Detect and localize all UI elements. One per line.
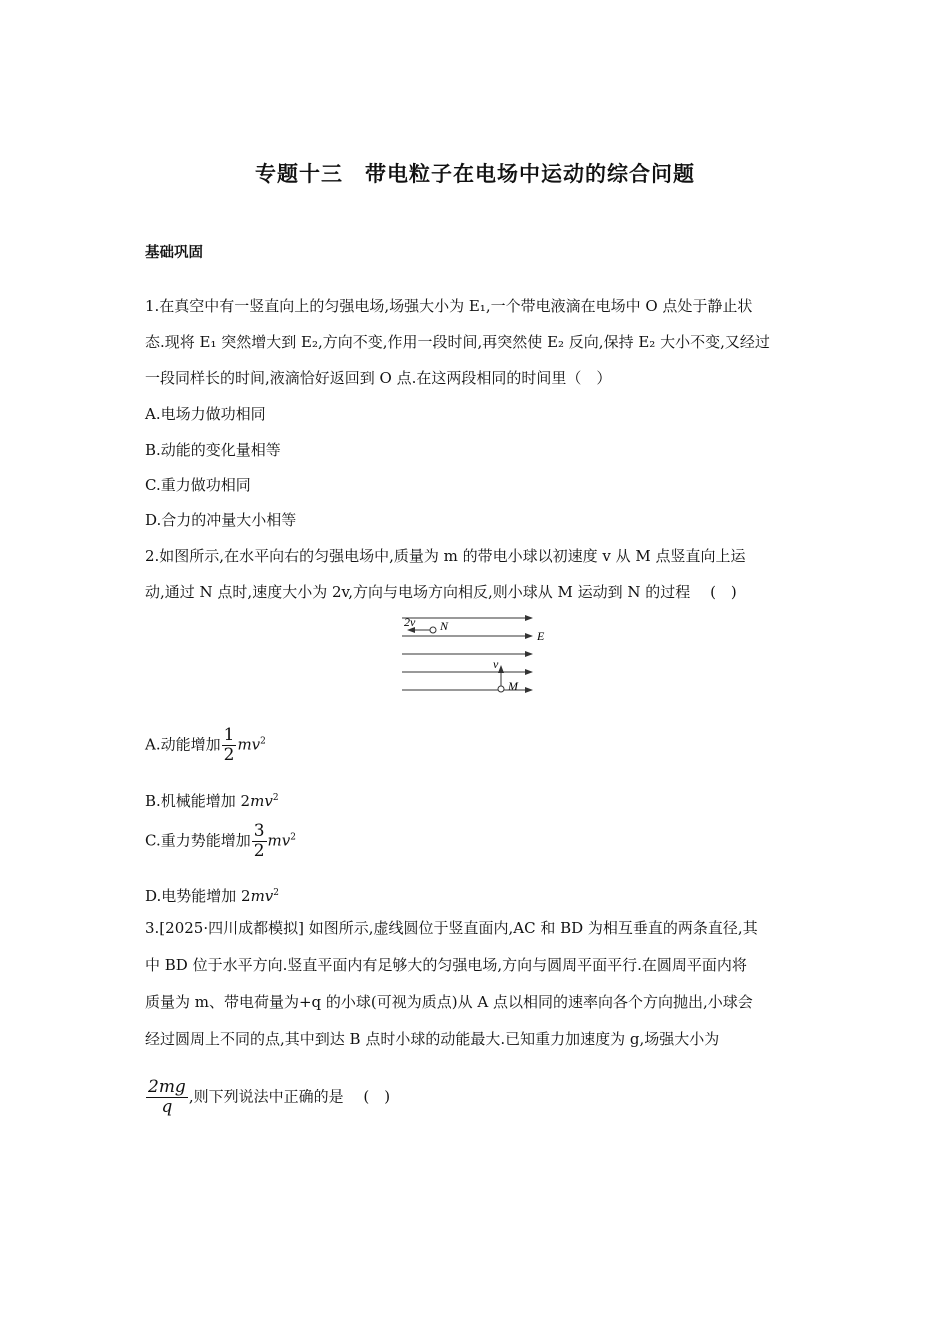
q2-option-c-prefix: C.重力势能增加: [145, 831, 251, 850]
q3-line-5: [145, 1078, 390, 1117]
fraction-numerator: 1: [223, 725, 235, 745]
label-2v: 2v: [404, 615, 416, 629]
fraction-numerator: 2mg: [148, 1077, 186, 1097]
q2-option-d-mv: mv: [250, 887, 274, 905]
point-n-marker: [430, 627, 436, 633]
fraction-three-halves: [252, 822, 267, 861]
q2-option-a: [145, 726, 266, 765]
section-heading: 基础巩固: [145, 245, 203, 261]
fraction-denominator: 2: [253, 841, 265, 861]
q1-option-c: C.重力做功相同: [145, 476, 251, 494]
square-exponent: 2: [273, 888, 280, 898]
q2-line-2: 动,通过 N 点时,速度大小为 2v,方向与电场方向相反,则小球从 M 运动到 N 的过程 ( ): [145, 583, 737, 601]
label-m: M: [508, 679, 518, 693]
q2-line-1: 2.如图所示,在水平向右的匀强电场中,质量为 m 的带电小球以初速度 v 从 M 点竖直向上运: [145, 547, 746, 565]
page-title: 专题十三 带电粒子在电场中运动的综合问题: [255, 162, 695, 186]
q3-line-2: 中 BD 位于水平方向.竖直平面内有足够大的匀强电场,方向与圆周平面平行.在圆周平面内将: [145, 956, 747, 974]
fraction-denominator: q: [161, 1097, 173, 1117]
fraction-denominator: 2: [223, 745, 235, 765]
q1-option-a: A.电场力做功相同: [145, 405, 266, 423]
q2-option-c-mv: mv: [267, 831, 291, 850]
electric-field-diagram: [398, 612, 558, 700]
q1-line-2: 态.现将 E₁ 突然增大到 E₂,方向不变,作用一段时间,再突然使 E₂ 反向,保持 E₂ 大小不变,又经过: [145, 333, 770, 351]
q1-option-b: B.动能的变化量相等: [145, 441, 281, 459]
point-m-marker: [498, 686, 504, 692]
q2-option-b-prefix: B.机械能增加 2: [145, 792, 251, 810]
q2-option-b: [145, 788, 279, 811]
q1-option-d: D.合力的冲量大小相等: [145, 511, 297, 529]
q2-option-a-mv: mv: [237, 735, 261, 754]
q2-option-d: [145, 883, 279, 906]
label-v: v: [493, 657, 499, 671]
q2-option-a-prefix: A.动能增加: [145, 735, 221, 754]
square-exponent: 2: [290, 832, 296, 843]
q2-option-c: [145, 822, 296, 861]
q3-line-5-tail: ,则下列说法中正确的是 ( ): [188, 1087, 391, 1106]
q2-option-b-mv: mv: [250, 792, 273, 810]
fraction-2mg-over-q: [146, 1078, 188, 1117]
q3-line-1: 3.[2025·四川成都模拟] 如图所示,虚线圆位于竖直面内,AC 和 BD 为相互垂直的两条直径,其: [145, 919, 758, 937]
label-n: N: [440, 619, 449, 633]
q3-line-4: 经过圆周上不同的点,其中到达 B 点时小球的动能最大.已知重力加速度为 g,场强大小为: [145, 1030, 720, 1048]
q3-line-3: 质量为 m、带电荷量为+q 的小球(可视为质点)从 A 点以相同的速率向各个方向抛出,小球会: [145, 993, 753, 1011]
fraction-one-half: [222, 726, 237, 765]
q2-option-d-prefix: D.电势能增加 2: [145, 887, 251, 905]
q1-line-3: 一段同样长的时间,液滴恰好返回到 O 点.在这两段相同的时间里（ ）: [145, 369, 612, 387]
q1-line-1: 1.在真空中有一竖直向上的匀强电场,场强大小为 E₁,一个带电液滴在电场中 O 点处于静止状: [145, 297, 753, 315]
fraction-numerator: 3: [253, 821, 265, 841]
square-exponent: 2: [260, 736, 266, 747]
square-exponent: 2: [272, 793, 279, 803]
label-e: E: [537, 629, 545, 643]
